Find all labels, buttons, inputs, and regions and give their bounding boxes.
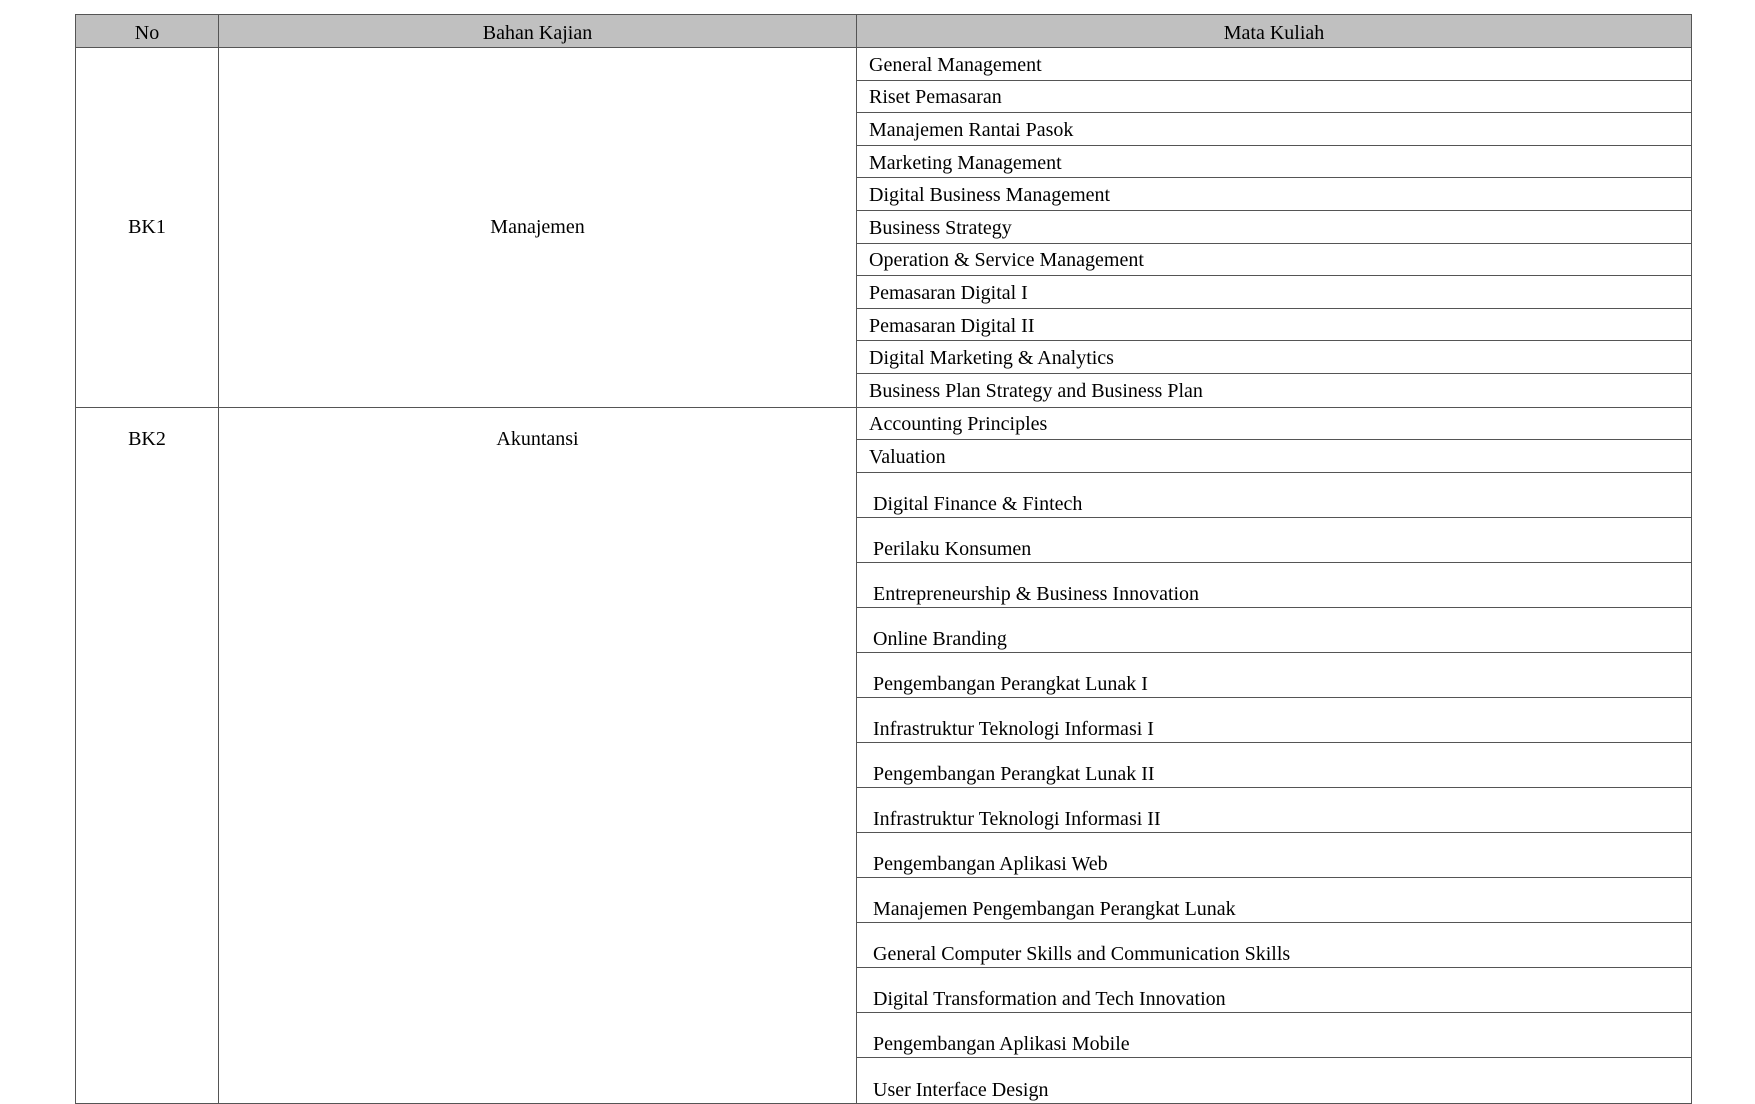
course-cell: Valuation [857,440,1691,473]
table-group-bk1 [76,48,1691,408]
course-cell: Perilaku Konsumen [857,518,1691,563]
course-cell: Digital Finance & Fintech [857,473,1691,518]
course-cell: Entrepreneurship & Business Innovation [857,563,1691,608]
course-cell: Pengembangan Perangkat Lunak II [857,743,1691,788]
curriculum-table [75,14,1692,1104]
course-cell: Business Strategy [857,211,1691,244]
course-cell: General Computer Skills and Communication Skills [857,923,1691,968]
course-cell: Pemasaran Digital II [857,309,1691,342]
course-cell: Marketing Management [857,146,1691,179]
course-cell: Digital Business Management [857,178,1691,211]
group-bahan-kajian-cell: Manajemen [219,48,857,407]
course-cell: User Interface Design [873,1078,1049,1101]
group-bahan-kajian-cell: Akuntansi [219,408,857,1103]
course-cell: Infrastruktur Teknologi Informasi II [857,788,1691,833]
course-list [857,408,1691,1103]
course-cell: Pengembangan Perangkat Lunak I [857,653,1691,698]
course-cell: Manajemen Rantai Pasok [857,113,1691,146]
course-cell: Business Plan Strategy and Business Plan [869,380,1203,403]
group-no-cell: BK2 [76,408,219,1103]
course-cell: Manajemen Pengembangan Perangkat Lunak [857,878,1691,923]
header-no: No [76,15,219,47]
course-cell: Operation & Service Management [857,244,1691,277]
course-cell: Digital Marketing & Analytics [857,341,1691,374]
course-cell: Pengembangan Aplikasi Web [857,833,1691,878]
course-cell: General Management [857,48,1691,81]
table-header-row [76,15,1691,48]
header-bahan-kajian: Bahan Kajian [219,15,857,47]
course-cell: Pengembangan Aplikasi Mobile [857,1013,1691,1058]
course-cell: Digital Transformation and Tech Innovation [857,968,1691,1013]
course-cell: Pemasaran Digital I [857,276,1691,309]
course-list [857,48,1691,407]
course-cell: Riset Pemasaran [857,81,1691,114]
course-cell: Accounting Principles [857,408,1691,441]
header-mata-kuliah: Mata Kuliah [1223,22,1325,44]
course-cell: Online Branding [857,608,1691,653]
course-cell: Infrastruktur Teknologi Informasi I [857,698,1691,743]
group-no-cell: BK1 [76,48,219,407]
table-group-bk2 [76,408,1691,1103]
